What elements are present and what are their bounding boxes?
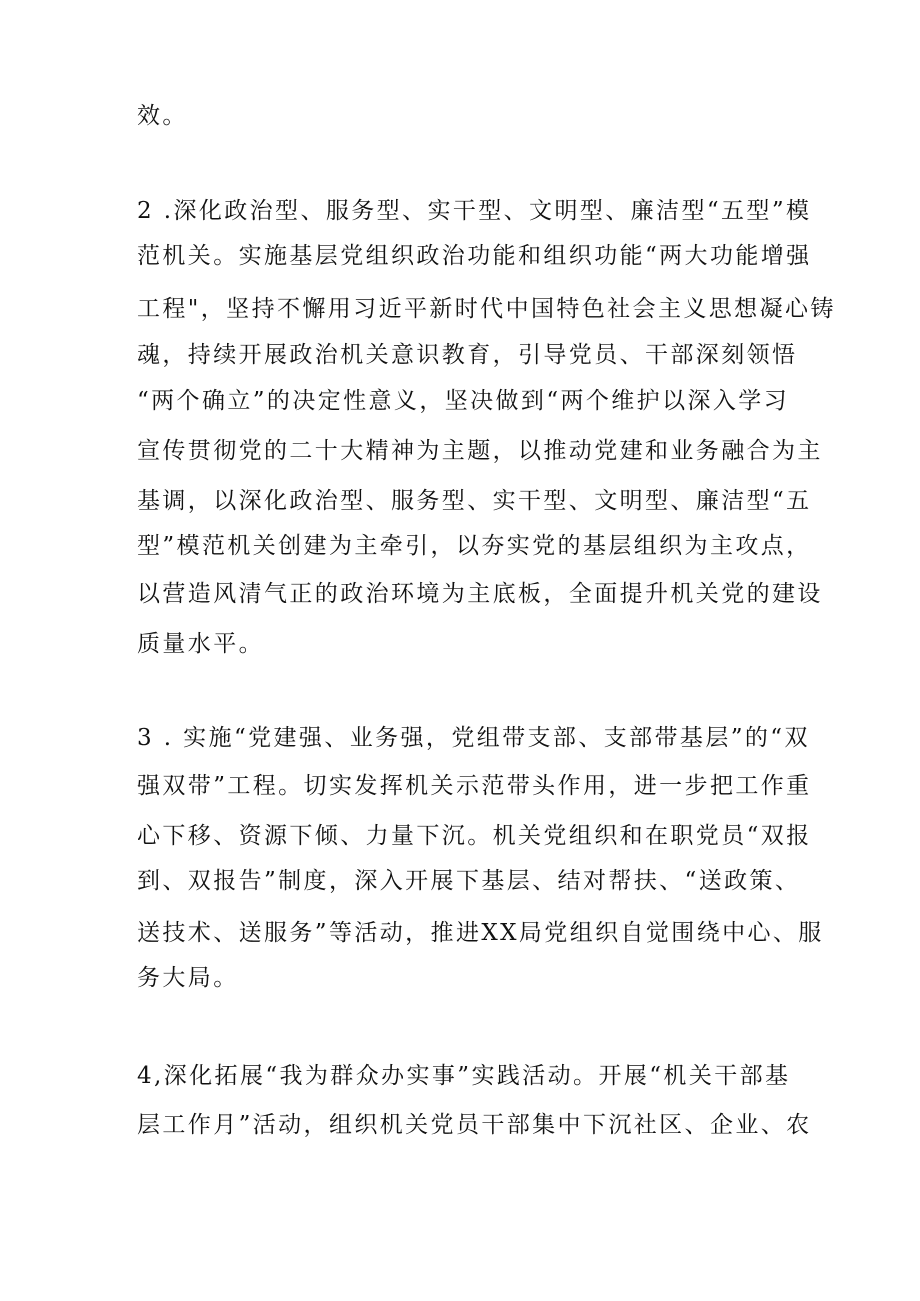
paragraph-2-line-9: 以营造风清气正的政治环境为主底板，全面提升机关党的建设 [137,581,823,607]
paragraph-3-line-3: 心下移、资源下倾、力量下沉。机关党组织和在职党员“双报 [137,823,812,849]
paragraph-1-line-1: 效。 [137,103,188,129]
paragraph-2-line-8: 型”模范机关创建为主牵引，以夯实党的基层组织为主攻点， [137,533,812,559]
paragraph-3-line-4: 到、双报告”制度，深入开展下基层、结对帮扶、“送政策、 [137,868,801,894]
paragraph-2-line-3: 工程"，坚持不懈用习近平新时代中国特色社会主义思想凝心铸 [137,296,836,322]
paragraph-4-line-1: 4,深化拓展“我为群众办实事”实践活动。开展“机关干部基 [137,1063,791,1089]
paragraph-2-line-6: 宣传贯彻党的二十大精神为主题，以推动党建和业务融合为主 [137,438,823,464]
paragraph-3-line-1: 3 . 实施“党建强、业务强，党组带支部、支部带基层”的“双 [137,725,810,751]
paragraph-2-line-4: 魂，持续开展政治机关意识教育，引导党员、干部深刻领悟 [137,342,798,368]
paragraph-3-line-2: 强双带”工程。切实发挥机关示范带头作用，进一步把工作重 [137,773,812,799]
paragraph-2-line-10: 质量水平。 [137,631,264,657]
paragraph-4-line-2: 层工作月”活动，组织机关党员干部集中下沉社区、企业、农 [137,1112,812,1138]
paragraph-2-line-2: 范机关。实施基层党组织政治功能和组织功能“两大功能增强 [137,243,812,269]
paragraph-2-line-7: 基调，以深化政治型、服务型、实干型、文明型、廉洁型“五 [137,488,812,514]
paragraph-3-line-5: 送技术、送服务”等活动，推进XX局党组织自觉围绕中心、服 [137,920,824,946]
paragraph-2-line-1: 2 .深化政治型、服务型、实干型、文明型、廉洁型“五型”模 [137,198,812,224]
paragraph-3-line-6: 务大局。 [137,965,239,991]
paragraph-2-line-5: “两个确立”的决定性意义，坚决做到“两个维护以深入学习 [137,388,790,414]
